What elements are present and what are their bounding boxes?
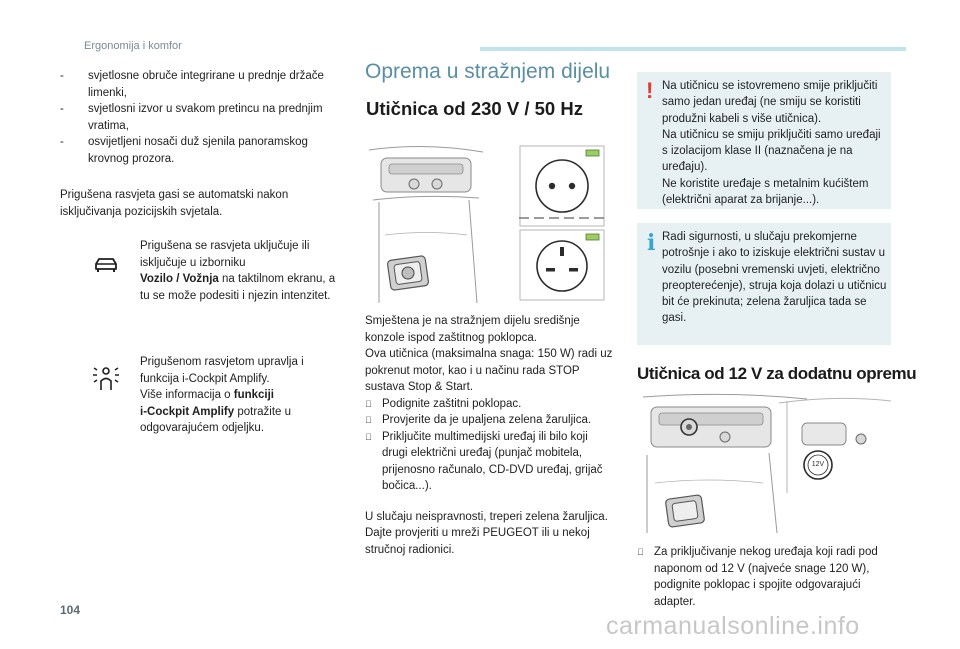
warning-line: Ne koristite uređaje s metalnim kućištem (električni aparat za brijanje...). (662, 177, 869, 207)
warning-exclamation-icon: ! (646, 78, 654, 103)
list-item (365, 429, 615, 495)
ambient-off-paragraph: Prigušena rasvjeta gasi se automatski nakon isključivanja pozicijskih svjetala. (60, 189, 289, 218)
step-text: Priključite multimedijski uređaj ili bilo koji drugi električni uređaj (punjač mobitela, prijenosno računalo, CD-DVD uređaj, grijač bočica...). (382, 430, 603, 492)
list-item: - osvijetljeni nosači duž sjenila panoramskog krovnog prozora. (60, 134, 345, 167)
12v-socket-illustration (637, 393, 891, 533)
middle-column (365, 313, 615, 558)
function-label: funkciji (233, 389, 275, 401)
icockpit-text-3: potražite u odgovarajućem odjeljku. (140, 405, 292, 434)
location-paragraph: Smještena je na stražnjem dijelu središnje konzole ispod zaštitnog poklopca. (365, 315, 580, 344)
info-box (637, 223, 891, 345)
function-name: i-Cockpit Amplify (140, 405, 235, 418)
service-paragraph: Dajte provjeriti u mreži PEUGEOT ili u nekoj stručnoj radionici. (365, 527, 590, 556)
warning-line: Na utičnicu se smiju priključiti samo uređaji s izolacijom klase II (naznačena je na uređaju). (662, 128, 881, 174)
icockpit-block (90, 354, 345, 437)
step-text: Za priključivanje nekog uređaja koji radi pod naponom od 12 V (najveće snage 120 W), podignite poklopac i spojite odgovarajući adapter. (654, 546, 878, 608)
list-item: - svjetlosne obruče integrirane u prednje držače limenki, (60, 68, 345, 101)
ambient-light-car-icon (90, 248, 122, 280)
list-item (365, 396, 615, 413)
warning-line: Na utičnicu se istovremeno smije priključiti samo jedan uređaj (ne smiju se koristiti produžni kabeli s više utičnica). (662, 80, 878, 125)
left-column (60, 68, 345, 220)
rear-console-socket-illustration (365, 140, 609, 303)
running-header: Ergonomija i komfor (84, 40, 182, 52)
info-text: Radi sigurnosti, u slučaju prekomjerne potrošnje i ako to iziskuje električni sustav u vozilu (posebni vremenski uvjeti, električno preopterećenje), struja koja dolazi u utičnicu bit će prekinuta; zelena žaruljica tada se gasi. (662, 231, 887, 325)
info-i-icon: i (647, 230, 656, 256)
list-item: - svjetlosni izvor u svakom pretincu na prednjim vratima, (60, 101, 345, 134)
menu-name: Vozilo / Vožnja (140, 273, 219, 285)
steps-list-12v (637, 544, 892, 610)
page-number: 104 (60, 603, 81, 617)
step-text: Provjerite da je upaljena zelena žaruljica. (382, 414, 592, 426)
icockpit-text (140, 354, 345, 437)
watermark: carmanualsonline.info (606, 612, 860, 640)
section-title: Oprema u stražnjem dijelu (365, 60, 611, 83)
ambient-menu-text (140, 238, 345, 304)
icockpit-text-2: Više informacija o (140, 389, 234, 401)
malfunction-paragraph: U slučaju neispravnosti, treperi zelena žaruljica. (365, 510, 608, 523)
list-item (365, 412, 615, 429)
steps-list (365, 396, 615, 495)
header-bar (480, 47, 906, 51)
warning-box (637, 72, 891, 209)
icockpit-text-1: Prigušenom rasvjetom upravlja i funkcija i-Cockpit Amplify. (140, 356, 304, 385)
ambient-menu-text-2: na taktilnom ekranu, a tu se može podesiti i njezin intenzitet. (140, 273, 336, 302)
ambient-menu-block (90, 238, 345, 304)
list-item (637, 544, 892, 610)
right-column (637, 544, 892, 610)
socket-230v-heading: Utičnica od 230 V / 50 Hz (366, 98, 583, 119)
power-paragraph: Ova utičnica (maksimalna snaga: 150 W) radi uz pokrenut motor, kao i u načinu rada STOP sustava Stop & Start. (365, 348, 613, 393)
warning-text (662, 78, 888, 208)
12v-label: 12V (811, 461, 825, 468)
lighting-list (60, 68, 345, 167)
step-text: Podignite zaštitni poklopac. (382, 397, 522, 410)
socket-12v-heading: Utičnica od 12 V za dodatnu opremu (637, 364, 917, 383)
ambient-menu-text-1: Prigušena se rasvjeta uključuje ili isključuje u izborniku (140, 240, 310, 269)
i-cockpit-amplify-icon (90, 362, 122, 394)
